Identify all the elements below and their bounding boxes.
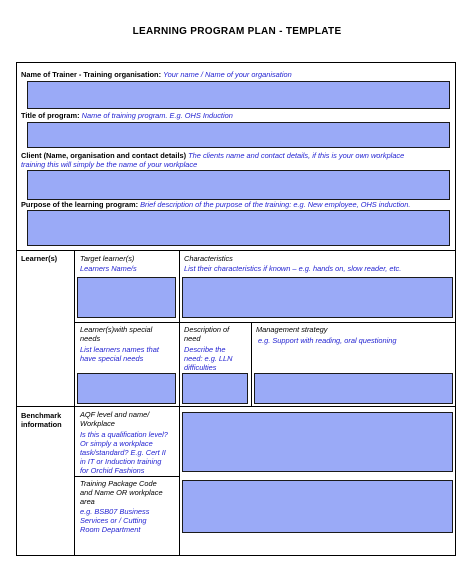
client-field[interactable]: [27, 170, 450, 200]
description-head-line2: need: [184, 334, 201, 343]
purpose-field[interactable]: [27, 210, 450, 246]
target-learners-field[interactable]: [77, 277, 176, 318]
program-hint: Name of training program. E.g. OHS Induction: [81, 111, 233, 120]
program-label: Title of program:: [21, 111, 80, 120]
package-head-line2: and Name OR workplace: [80, 488, 163, 497]
aqf-hint-line2: Or simply a workplace: [80, 439, 153, 448]
package-field[interactable]: [182, 480, 453, 533]
description-hint-line1: Describe the: [184, 345, 226, 354]
benchmark-label-line2: information: [21, 420, 62, 429]
description-hint-line2: need: e.g. LLN: [184, 354, 233, 363]
package-head: [80, 479, 163, 506]
trainer-label: Name of Trainer - Training organisation:: [21, 70, 162, 79]
characteristics-hint: List their characteristics if known – e.g. hands on, slow reader, etc.: [184, 264, 402, 273]
benchmark-label-line1: Benchmark: [21, 411, 62, 420]
section-divider: [16, 250, 456, 251]
description-head-line1: Description of: [184, 325, 230, 334]
learners-col-divider: [74, 250, 75, 406]
strategy-field[interactable]: [254, 373, 453, 404]
special-needs-field[interactable]: [77, 373, 176, 404]
target-char-divider: [179, 250, 180, 322]
learners-mid-divider: [74, 322, 456, 323]
aqf-hint-line1: Is this a qualification level?: [80, 430, 168, 439]
client-label-row: [21, 151, 451, 160]
description-hint-line3: difficulties: [184, 363, 217, 372]
special-needs-hint: [80, 345, 159, 363]
special-needs-head-line1: Learner(s)with special: [80, 325, 153, 334]
special-needs-hint-line1: List learners names that: [80, 345, 159, 354]
package-hint-line3: Room Department: [80, 525, 141, 534]
aqf-hint-line3: task/standard? E.g. Cert II: [80, 448, 166, 457]
page-title: LEARNING PROGRAM PLAN - TEMPLATE: [132, 26, 342, 37]
package-head-line3: area: [80, 497, 95, 506]
strategy-hint: e.g. Support with reading, oral questioning: [258, 336, 397, 345]
desc-strategy-divider: [251, 322, 252, 406]
aqf-head-line1: AQF level and name/: [80, 410, 150, 419]
package-hint: [80, 507, 149, 534]
program-label-row: [21, 111, 233, 120]
aqf-head-line2: Workplace: [80, 419, 115, 428]
program-field[interactable]: [27, 122, 450, 148]
description-field[interactable]: [182, 373, 248, 404]
benchmark-row-label: [21, 411, 62, 429]
package-hint-line1: e.g. BSB07 Business: [80, 507, 150, 516]
special-desc-divider: [179, 322, 180, 406]
aqf-hint-line5: for Orchid Fashions: [80, 466, 145, 475]
benchmark-divider: [16, 406, 456, 407]
description-head: [184, 325, 229, 343]
aqf-hint: [80, 430, 168, 475]
special-needs-head-line2: needs: [80, 334, 101, 343]
target-learners-hint: Learners Name/s: [80, 264, 137, 273]
trainer-hint: Your name / Name of your organisation: [163, 70, 292, 79]
characteristics-head: Characteristics: [184, 254, 233, 263]
target-learners-head: Target learner(s): [80, 254, 135, 263]
benchmark-inner-divider: [179, 406, 180, 556]
learners-row-label: Learner(s): [21, 254, 58, 263]
client-hint-line2: training this will simply be the name of your workplace: [21, 160, 198, 169]
benchmark-col-divider: [74, 406, 75, 556]
aqf-field[interactable]: [182, 412, 453, 472]
aqf-head: [80, 410, 149, 428]
aqf-hint-line4: in IT or Induction training: [80, 457, 162, 466]
package-head-line1: Training Package Code: [80, 479, 157, 488]
strategy-head: Management strategy: [256, 325, 328, 334]
client-hint-line1: The clients name and contact details, if this is your own workplace: [188, 151, 405, 160]
benchmark-mid-divider: [74, 476, 179, 477]
client-label: Client (Name, organisation and contact details): [21, 151, 187, 160]
purpose-label-row: [21, 200, 453, 209]
special-needs-hint-line2: have special needs: [80, 354, 144, 363]
purpose-label: Purpose of the learning program:: [21, 200, 139, 209]
special-needs-head: [80, 325, 152, 343]
purpose-hint: Brief description of the purpose of the training: e.g. New employee, OHS induction.: [140, 200, 411, 209]
trainer-label-row: [21, 70, 292, 79]
characteristics-field[interactable]: [182, 277, 453, 318]
description-hint: [184, 345, 233, 372]
package-hint-line2: Services or / Cutting: [80, 516, 147, 525]
trainer-field[interactable]: [27, 81, 450, 109]
